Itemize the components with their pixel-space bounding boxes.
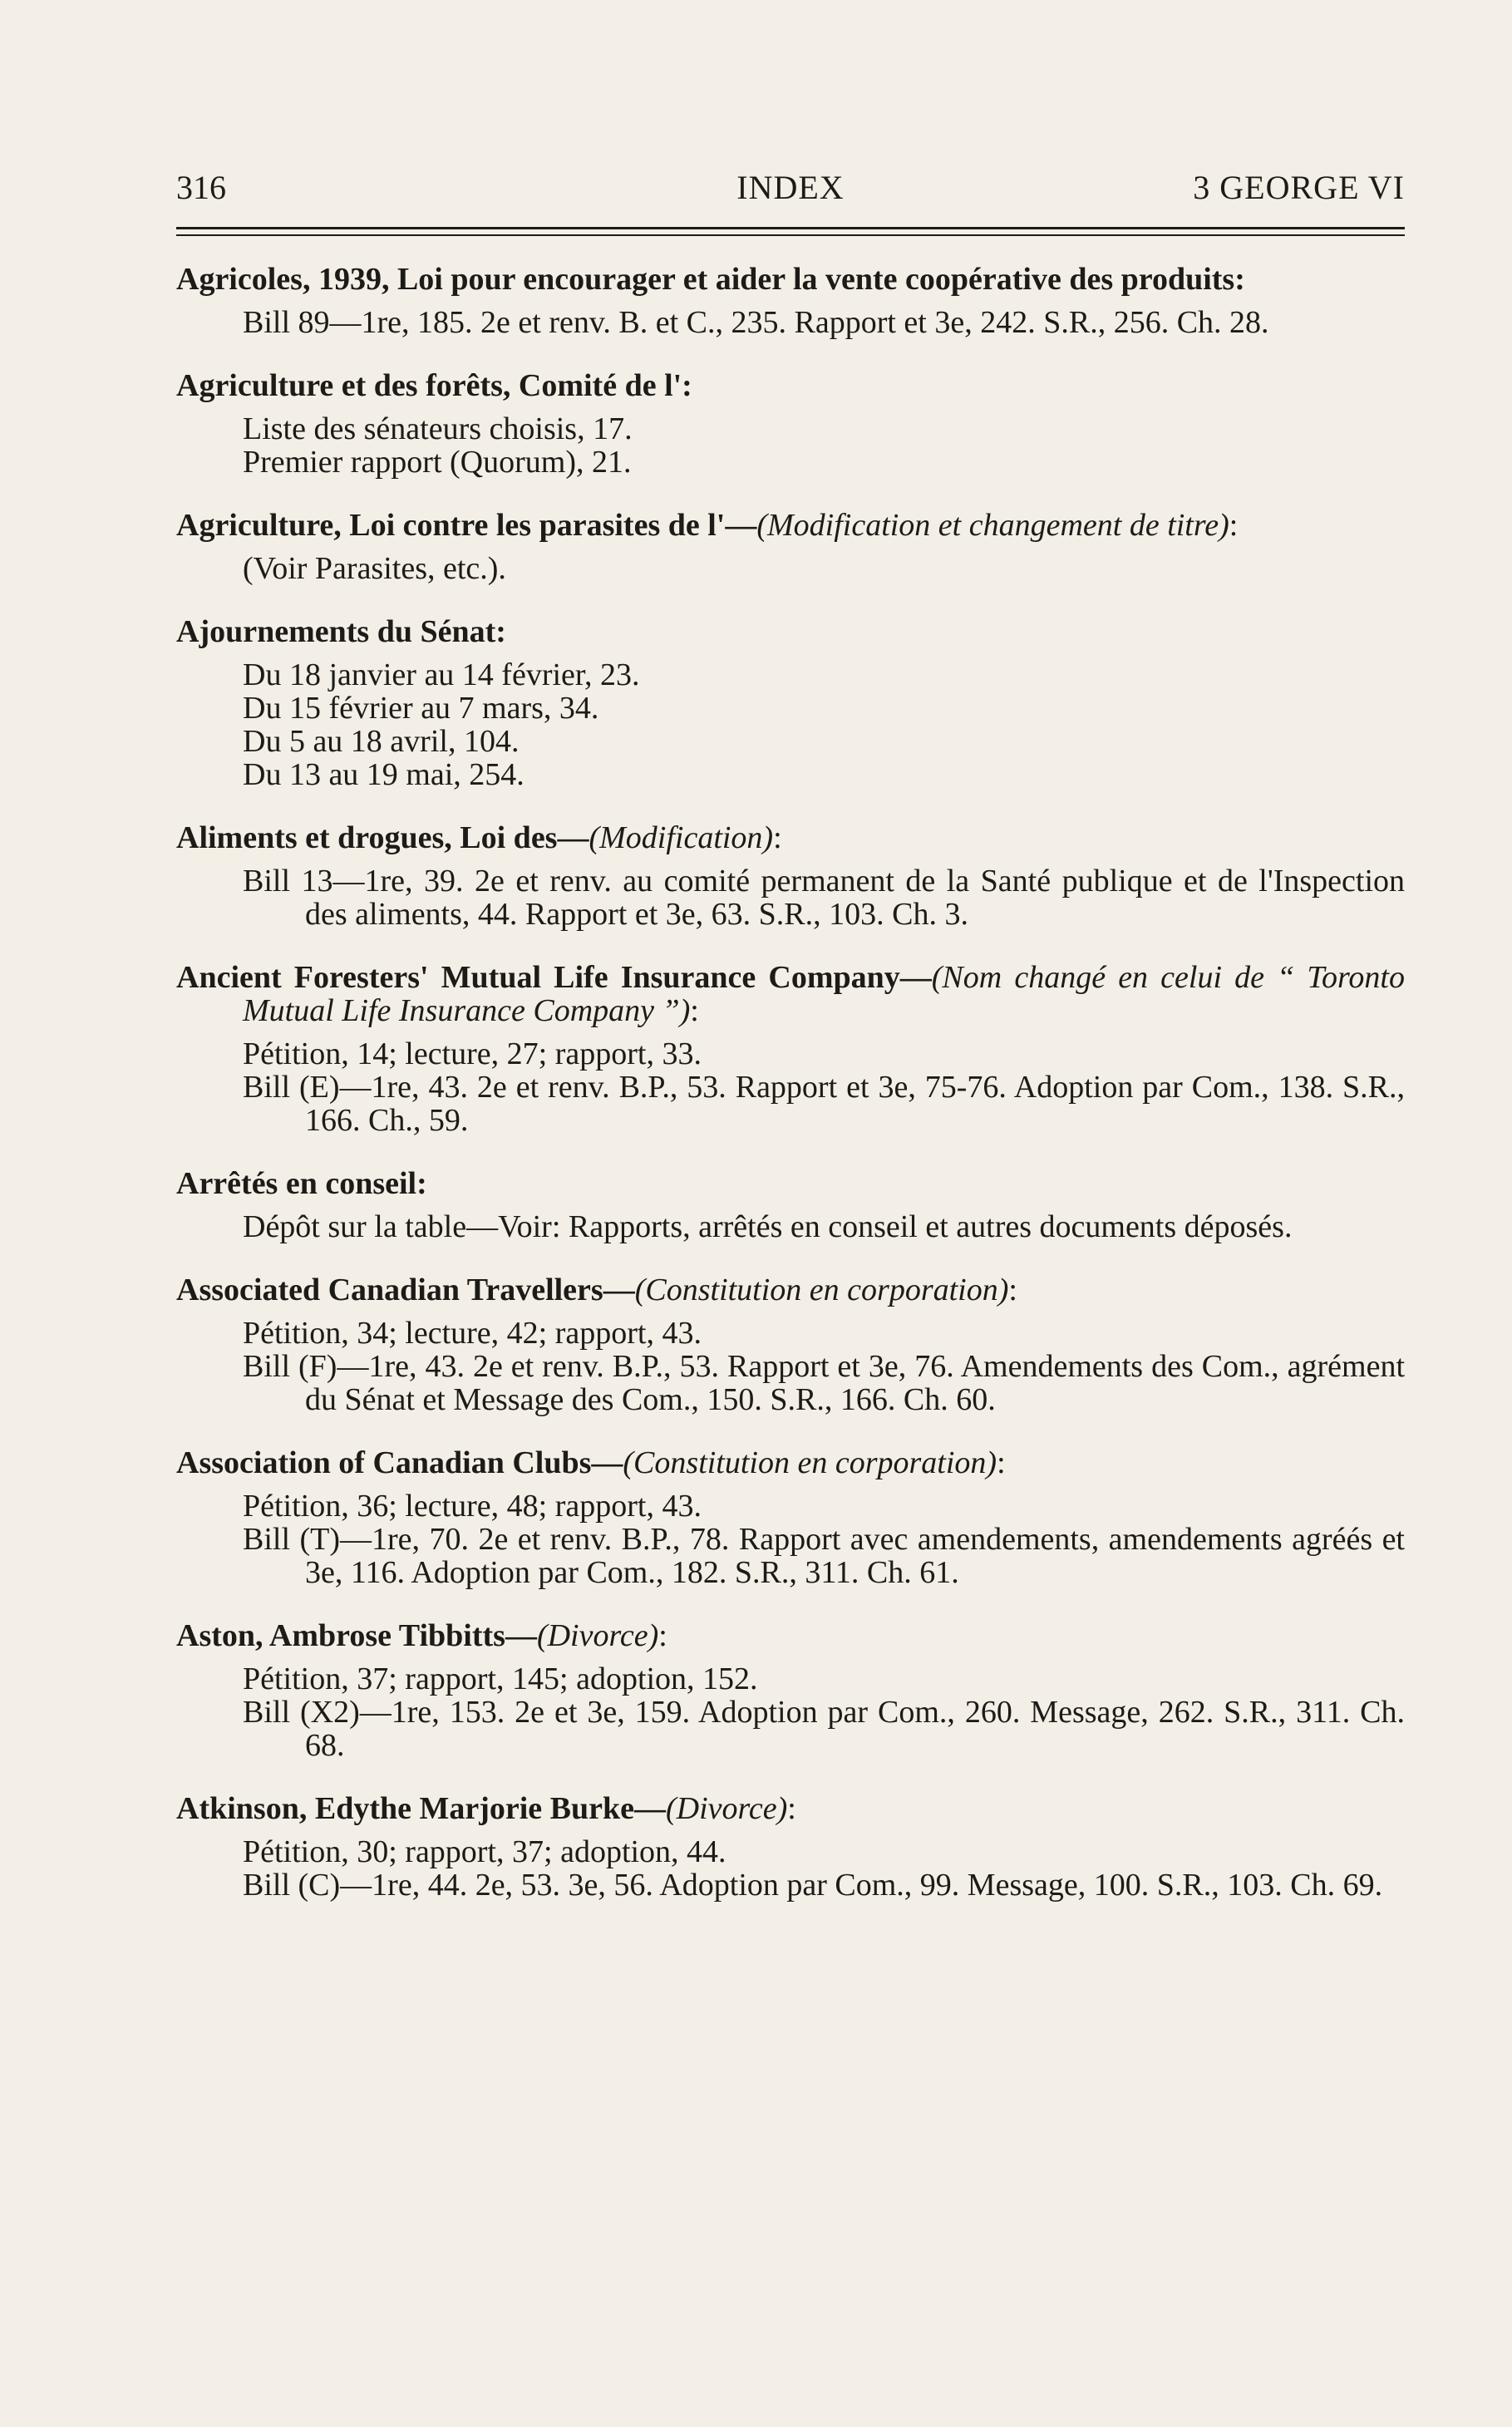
entry-heading — [176, 1273, 1405, 1307]
entry-reference-line: Bill (E)—1re, 43. 2e et renv. B.P., 53. Rapport et 3e, 75-76. Adoption par Com., 138. S.R., 166. Ch., 59. — [243, 1070, 1405, 1138]
entry-reference-line: (Voir Parasites, etc.). — [243, 551, 506, 586]
entry-reference-line: Du 5 au 18 avril, 104. — [243, 724, 520, 759]
entry-reference-line: Du 18 janvier au 14 février, 23. — [243, 657, 640, 692]
entry-reference-line: Dépôt sur la table—Voir: Rapports, arrêtés en conseil et autres documents déposés. — [243, 1209, 1293, 1244]
entry-heading-text: Atkinson, Edythe Marjorie Burke— — [176, 1791, 666, 1826]
entry-heading-text: Arrêtés en conseil: — [176, 1166, 427, 1201]
entry-reference-line: Bill (T)—1re, 70. 2e et renv. B.P., 78. Rapport avec amendements, amendements agréés et 3e, 116. Adoption par Com., 182. S.R., 311. Ch. 61. — [243, 1522, 1405, 1590]
index-entry — [176, 1273, 1405, 1416]
entry-heading — [176, 1446, 1405, 1479]
entry-note-end: : — [1008, 1273, 1017, 1307]
entry-note: (Divorce) — [536, 1618, 659, 1653]
entry-heading-text: Aston, Ambrose Tibbitts— — [176, 1618, 537, 1653]
index-entry — [176, 1167, 1405, 1243]
entry-reference-line: Liste des sénateurs choisis, 17. — [243, 411, 633, 446]
index-entries — [176, 263, 1405, 1932]
entry-note: (Modification) — [589, 820, 774, 855]
index-entry — [176, 1446, 1405, 1589]
entry-heading — [176, 961, 1405, 1027]
index-entry — [176, 1792, 1405, 1902]
entry-reference-line: Pétition, 36; lecture, 48; rapport, 43. — [243, 1489, 702, 1524]
index-entry — [176, 1619, 1405, 1762]
entry-note: (Constitution en corporation) — [634, 1273, 1009, 1307]
entry-note-end: : — [1229, 508, 1239, 543]
entry-heading-text: Aliments et drogues, Loi des— — [176, 820, 589, 855]
entry-heading-text: Ajournements du Sénat: — [176, 614, 506, 649]
entry-reference-line: Pétition, 30; rapport, 37; adoption, 44. — [243, 1834, 726, 1869]
entry-heading-text: Ancient Foresters' Mutual Life Insurance Company— — [176, 960, 932, 995]
entry-heading — [176, 1167, 1405, 1200]
entry-reference-line: Pétition, 34; lecture, 42; rapport, 43. — [243, 1316, 702, 1351]
index-entry — [176, 961, 1405, 1137]
entry-reference-line: Du 15 février au 7 mars, 34. — [243, 691, 599, 726]
entry-reference-line: Bill (F)—1re, 43. 2e et renv. B.P., 53. Rapport et 3e, 76. Amendements des Com., agrément du Sénat et Message des Com., 150. S.R., 166. Ch. 60. — [243, 1349, 1405, 1417]
entry-reference-line: Bill (X2)—1re, 153. 2e et 3e, 159. Adoption par Com., 260. Message, 262. S.R., 311. Ch. 68. — [243, 1695, 1405, 1763]
entry-reference-line: Du 13 au 19 mai, 254. — [243, 757, 525, 792]
entry-reference-line: Bill (C)—1re, 44. 2e, 53. 3e, 56. Adoption par Com., 99. Message, 100. S.R., 103. Ch. 69. — [243, 1868, 1383, 1903]
entry-reference-line: Pétition, 37; rapport, 145; adoption, 152. — [243, 1661, 758, 1696]
entry-heading — [176, 263, 1405, 296]
entry-heading — [176, 1792, 1405, 1825]
running-header — [176, 163, 1405, 213]
entry-note-end: : — [658, 1618, 667, 1653]
session-label: 3 GEORGE VI — [1193, 169, 1405, 206]
entry-heading-text: Agricoles, 1939, Loi pour encourager et aider la vente coopérative des produits: — [176, 262, 1245, 297]
entry-reference-line: Pétition, 14; lecture, 27; rapport, 33. — [243, 1036, 702, 1071]
entry-heading-text: Agriculture et des forêts, Comité de l': — [176, 368, 692, 403]
entry-note-end: : — [997, 1445, 1006, 1480]
header-rule-top — [176, 227, 1405, 229]
entry-heading — [176, 369, 1405, 402]
entry-heading — [176, 509, 1405, 542]
index-entry — [176, 263, 1405, 339]
page-number: 316 — [176, 169, 226, 206]
entry-note: (Nom changé en celui de “ Toronto Mutual Life Insurance Company ”) — [243, 960, 1405, 1028]
entry-reference-line: Premier rapport (Quorum), 21. — [243, 445, 632, 480]
entry-reference-line: Bill 13—1re, 39. 2e et renv. au comité permanent de la Santé publique et de l'Inspection des aliments, 44. Rapport et 3e, 63. S.R., 103. Ch. 3. — [243, 864, 1405, 932]
index-entry — [176, 509, 1405, 585]
entry-note: (Modification et changement de titre) — [756, 508, 1229, 543]
entry-heading — [176, 615, 1405, 648]
index-entry — [176, 821, 1405, 931]
entry-heading-text: Associated Canadian Travellers— — [176, 1273, 635, 1307]
entry-note-end: : — [787, 1791, 796, 1826]
entry-note-end: : — [773, 820, 782, 855]
index-entry — [176, 615, 1405, 791]
entry-heading — [176, 821, 1405, 854]
entry-note-end: : — [690, 993, 699, 1028]
entry-note: (Divorce) — [666, 1791, 788, 1826]
entry-reference-line: Bill 89—1re, 185. 2e et renv. B. et C., 235. Rapport et 3e, 242. S.R., 256. Ch. 28. — [243, 305, 1269, 340]
index-entry — [176, 369, 1405, 479]
entry-heading-text: Agriculture, Loi contre les parasites de l'— — [176, 508, 757, 543]
page-title: INDEX — [736, 169, 845, 206]
entry-heading — [176, 1619, 1405, 1652]
entry-heading-text: Association of Canadian Clubs— — [176, 1445, 623, 1480]
entry-note: (Constitution en corporation) — [623, 1445, 997, 1480]
header-rule-bottom — [176, 234, 1405, 236]
